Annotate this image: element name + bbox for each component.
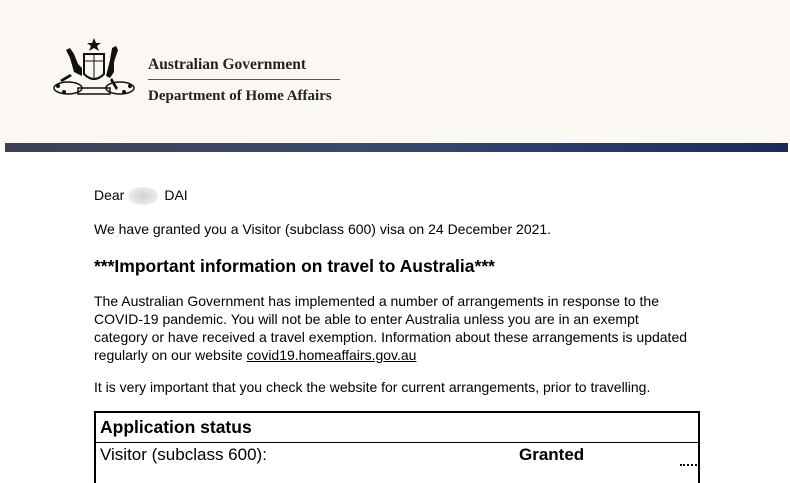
header-band: [5, 143, 788, 152]
paragraph-text: The Australian Government has implemented a number of arrangements in response to the COVID-19 pandemic. You will not be able to enter Australia unless you are in an exempt category or have received a travel exemption. Information about these arrangements is updated regularly on our website: [94, 293, 688, 363]
government-name: Australian Government: [148, 56, 307, 73]
status-divider: [96, 442, 698, 443]
recipient-surname: DAI: [164, 187, 188, 203]
covid-paragraph: [94, 292, 694, 364]
salutation-line: [94, 186, 188, 205]
application-status-table: [94, 411, 700, 483]
grant-sentence: We have granted you a Visitor (subclass 600) visa on 24 December 2021.: [94, 221, 552, 237]
corner-mark: [680, 464, 700, 476]
redacted-name: [128, 187, 158, 205]
check-sentence: It is very important that you check the website for current arrangements, prior to travelling.: [94, 379, 651, 395]
website-link[interactable]: covid19.homeaffairs.gov.au: [246, 347, 417, 363]
status-value: Granted: [519, 445, 585, 464]
status-label: Visitor (subclass 600):: [100, 445, 267, 464]
title-divider: [148, 79, 340, 80]
status-title: Application status: [100, 417, 252, 437]
salutation: Dear: [94, 187, 125, 203]
important-heading: ***Important information on travel to Australia***: [94, 256, 495, 276]
coat-of-arms-icon: [48, 36, 140, 106]
letterhead: [0, 0, 790, 143]
department-name: Department of Home Affairs: [148, 88, 332, 104]
